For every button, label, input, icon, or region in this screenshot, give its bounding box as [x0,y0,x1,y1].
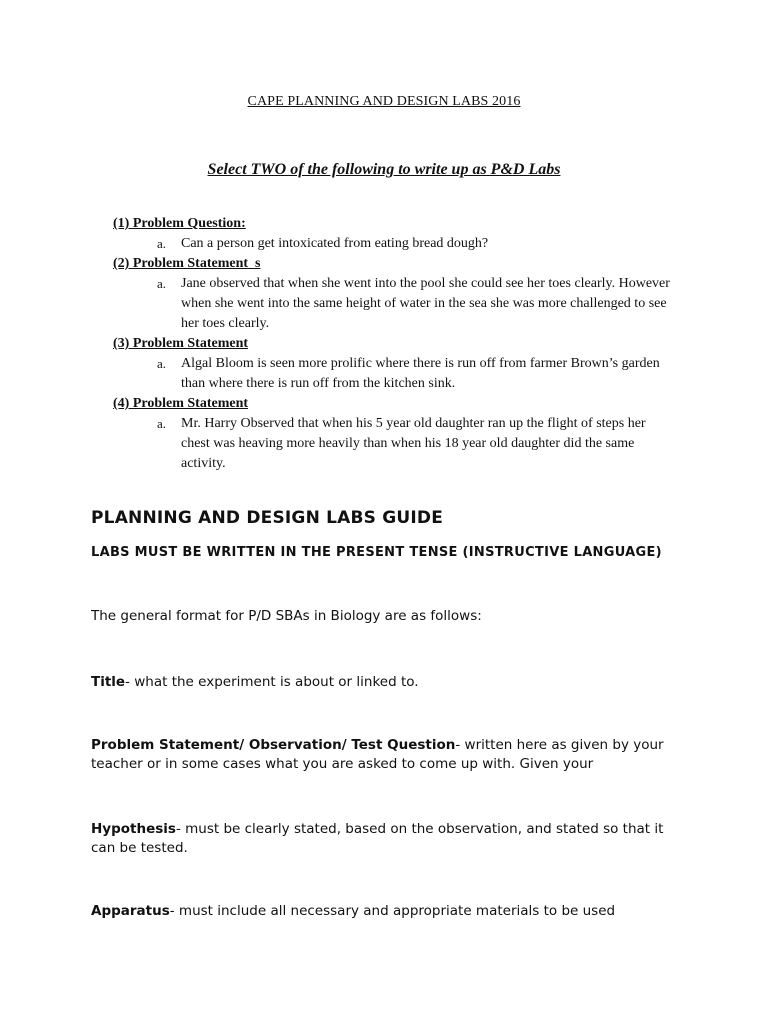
section-term: Hypothesis [91,821,176,837]
problem-heading: (1) Problem Question: [113,216,246,231]
section-term: Problem Statement/ Observation/ Test Question [91,737,456,753]
list-item [157,414,673,474]
list-marker: a. [157,356,167,371]
problem-1 [113,214,673,254]
section-apparatus [91,902,691,921]
section-description: - must include all necessary and appropriate materials to be used [169,903,616,919]
problem-text: Algal Bloom is seen more prolific where there is run off from farmer Brown’s garden than where there is run off from the kitchen sink. [181,356,660,391]
section-title [91,673,691,692]
tense-note: LABS MUST BE WRITTEN IN THE PRESENT TENSE (INSTRUCTIVE LANGUAGE) [91,545,662,560]
problem-text: Can a person get intoxicated from eating bread dough? [181,236,489,251]
problem-list [113,214,673,474]
problem-text: Mr. Harry Observed that when his 5 year old daughter ran up the flight of steps her chest was heaving more heavily than when his 18 year old daughter did the same activity. [181,416,646,471]
list-marker: a. [157,236,167,251]
problem-2 [113,254,673,334]
document-instruction: Select TWO of the following to write up as P&D Labs [207,161,561,178]
problem-4 [113,394,673,474]
section-hypothesis [91,820,691,858]
problem-heading: (4) Problem Statement [113,396,249,411]
problem-text: Jane observed that when she went into the pool she could see her toes clearly. However when she went into the same height of water in the sea she was more challenged to see her toes clearly. [181,276,670,331]
section-term: Title [91,674,126,690]
section-description: - written here as given by your teacher or in some cases what you are asked to come up with. Given your [91,737,664,772]
list-marker: a. [157,416,167,431]
section-description: - must be clearly stated, based on the observation, and stated so that it can be tested. [91,821,664,856]
problem-3 [113,334,673,394]
section-description: - what the experiment is about or linked to. [125,674,419,690]
problem-heading: (2) Problem Statement s [113,256,261,271]
problem-heading: (3) Problem Statement [113,336,249,351]
list-item [157,234,673,254]
list-item [157,354,673,394]
section-problem-statement [91,736,691,774]
format-intro: The general format for P/D SBAs in Biology are as follows: [91,608,482,624]
guide-heading: PLANNING AND DESIGN LABS GUIDE [91,508,444,528]
list-marker: a. [157,276,167,291]
document-title: CAPE PLANNING AND DESIGN LABS 2016 [247,94,521,109]
section-term: Apparatus [91,903,170,919]
list-item [157,274,673,334]
